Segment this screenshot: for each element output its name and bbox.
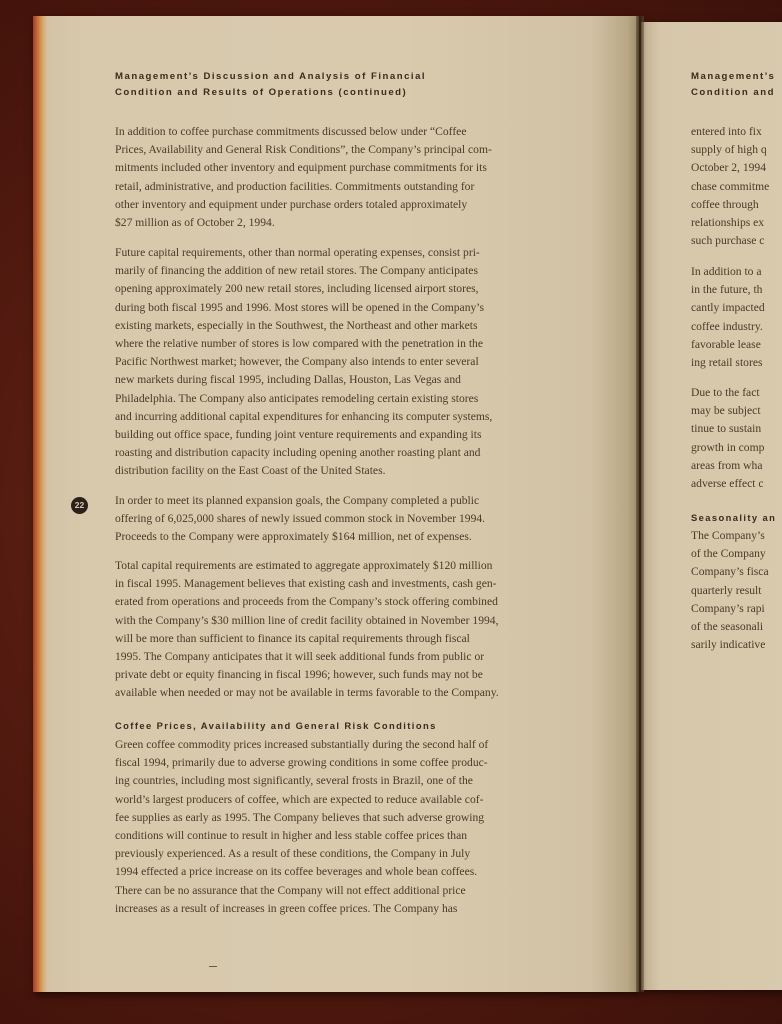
text-line: coffee industry.	[691, 319, 763, 333]
text-line: where the relative number of stores is low compared with the penetration in the	[115, 337, 483, 351]
right-page-content	[641, 22, 782, 990]
right-paragraph-2	[691, 263, 765, 372]
text-line: October 2, 1994	[691, 161, 767, 175]
heading-line: Management’s Discussion and Analysis of Financial	[115, 71, 427, 82]
text-line: Pacific Northwest market; however, the Company also intends to enter several	[115, 355, 479, 369]
text-line: other inventory and equipment under purchase orders totaled approximately	[115, 197, 468, 211]
text-line: 1995. The Company anticipates that it will seek additional funds from public or	[115, 650, 485, 664]
text-line: Proceeds to the Company were approximately $164 million, net of expenses.	[115, 530, 472, 544]
text-line: Green coffee commodity prices increased substantially during the second half of	[115, 738, 489, 751]
right-heading	[691, 69, 775, 101]
page-number-badge: 22	[71, 497, 88, 514]
text-line: of the Company	[691, 547, 766, 561]
text-line: ing retail stores	[691, 356, 763, 370]
text-line: Due to the fact	[691, 386, 760, 399]
text-line: marily of financing the addition of new retail stores. The Company anticipates	[115, 264, 478, 278]
text-line: Company’s rapi	[691, 601, 765, 615]
text-line: in fiscal 1995. Management believes that existing cash and investments, cash gen-	[115, 577, 497, 591]
text-line: offering of 6,025,000 shares of newly issued common stock in November 1994.	[115, 512, 486, 526]
paragraph-capital-requirements	[115, 244, 492, 481]
text-line: and incurring additional capital expenditures for enhancing its computer systems,	[115, 409, 493, 423]
paragraph-total-capital	[115, 557, 499, 703]
text-line: chase commitme	[691, 179, 770, 193]
text-line: may be subject	[691, 404, 761, 418]
text-line: tinue to sustain	[691, 422, 762, 436]
text-line: quarterly result	[691, 583, 762, 597]
text-line: previously experienced. As a result of these conditions, the Company in July	[115, 847, 471, 861]
text-line: cantly impacted	[691, 301, 765, 315]
text-line: increases as a result of increases in green coffee prices. The Company has	[115, 901, 458, 915]
text-line: The Company’s	[691, 529, 765, 542]
text-line: In addition to coffee purchase commitments discussed below under “Coffee	[115, 125, 467, 138]
text-line: supply of high q	[691, 143, 767, 157]
text-line: of the seasonali	[691, 620, 764, 634]
heading-line: Condition and Results of Operations (continued)	[115, 87, 408, 98]
text-line: sarily indicative	[691, 638, 766, 652]
text-line: during both fiscal 1995 and 1996. Most stores will be opened in the Company’s	[115, 300, 485, 314]
text-line: There can be no assurance that the Company will not effect additional price	[115, 883, 466, 897]
text-line: will be more than sufficient to finance its capital requirements through fiscal	[115, 631, 470, 645]
text-line: entered into fix	[691, 125, 762, 138]
right-paragraph-1	[691, 123, 769, 250]
text-line: relationships ex	[691, 216, 765, 230]
text-line: distribution facility on the East Coast of the United States.	[115, 464, 386, 478]
heading-line: Management’s	[691, 71, 776, 82]
text-line: 1994 effected a price increase on its coffee beverages and whole bean coffees.	[115, 865, 478, 879]
paragraph-green-coffee	[115, 736, 488, 918]
text-line: in the future, th	[691, 283, 763, 297]
text-line: erated from operations and proceeds from the Company’s stock offering combined	[115, 595, 498, 609]
text-line: with the Company’s $30 million line of credit facility obtained in November 1994,	[115, 613, 499, 627]
text-line: fiscal 1994, primarily due to adverse growing conditions in some coffee produc-	[115, 756, 488, 770]
subheading-coffee-prices: Coffee Prices, Availability and General Risk Conditions	[115, 720, 437, 731]
text-line: ing countries, including most significantly, several frosts in Brazil, one of the	[115, 774, 473, 788]
right-paragraph-4	[691, 527, 769, 654]
text-line: Prices, Availability and General Risk Conditions”, the Company’s principal com-	[115, 143, 492, 157]
text-line: In addition to a	[691, 265, 762, 278]
text-line: Philadelphia. The Company also anticipates remodeling certain existing stores	[115, 391, 479, 405]
text-line: such purchase c	[691, 234, 765, 248]
text-line: growth in comp	[691, 440, 765, 454]
text-line: conditions will continue to result in higher and less stable coffee prices than	[115, 829, 468, 843]
text-line: Company’s fisca	[691, 565, 769, 579]
text-line: retail, administrative, and production facilities. Commitments outstanding for	[115, 179, 475, 193]
text-line: opening approximately 200 new retail stores, including licensed airport stores,	[115, 282, 479, 296]
right-paragraph-3	[691, 384, 764, 493]
text-line: adverse effect c	[691, 477, 764, 491]
text-line: world’s largest producers of coffee, which are expected to reduce available cof-	[115, 792, 484, 806]
text-line: fee supplies as early as 1995. The Company believes that such adverse growing	[115, 810, 485, 824]
text-line: private debt or equity financing in fiscal 1996; however, such funds may not be	[115, 668, 483, 682]
text-line: Total capital requirements are estimated to aggregate approximately $120 million	[115, 559, 493, 572]
text-line: Future capital requirements, other than normal operating expenses, consist pri-	[115, 246, 480, 259]
section-heading	[115, 69, 426, 101]
text-line: areas from wha	[691, 458, 763, 472]
text-line: building out office space, funding joint venture requirements and expanding its	[115, 428, 482, 442]
paragraph-commitments	[115, 123, 492, 232]
heading-line: Condition and	[691, 87, 775, 98]
bottom-mark	[209, 966, 217, 967]
text-line: roasting and distribution capacity including opening another roasting plant and	[115, 446, 481, 460]
text-line: available when needed or may not be available in terms favorable to the Company.	[115, 686, 499, 700]
text-line: existing markets, especially in the Southwest, the Northeast and other markets	[115, 318, 478, 332]
text-line: favorable lease	[691, 337, 761, 351]
text-line: $27 million as of October 2, 1994.	[115, 216, 275, 230]
text-line: new markets during fiscal 1995, including Dallas, Houston, Las Vegas and	[115, 373, 461, 387]
text-line: In order to meet its planned expansion goals, the Company completed a public	[115, 494, 480, 507]
right-subheading: Seasonality an	[691, 512, 777, 523]
paragraph-public-offering	[115, 492, 485, 547]
text-line: coffee through	[691, 197, 759, 211]
text-line: mitments included other inventory and equipment purchase commitments for its	[115, 161, 487, 175]
